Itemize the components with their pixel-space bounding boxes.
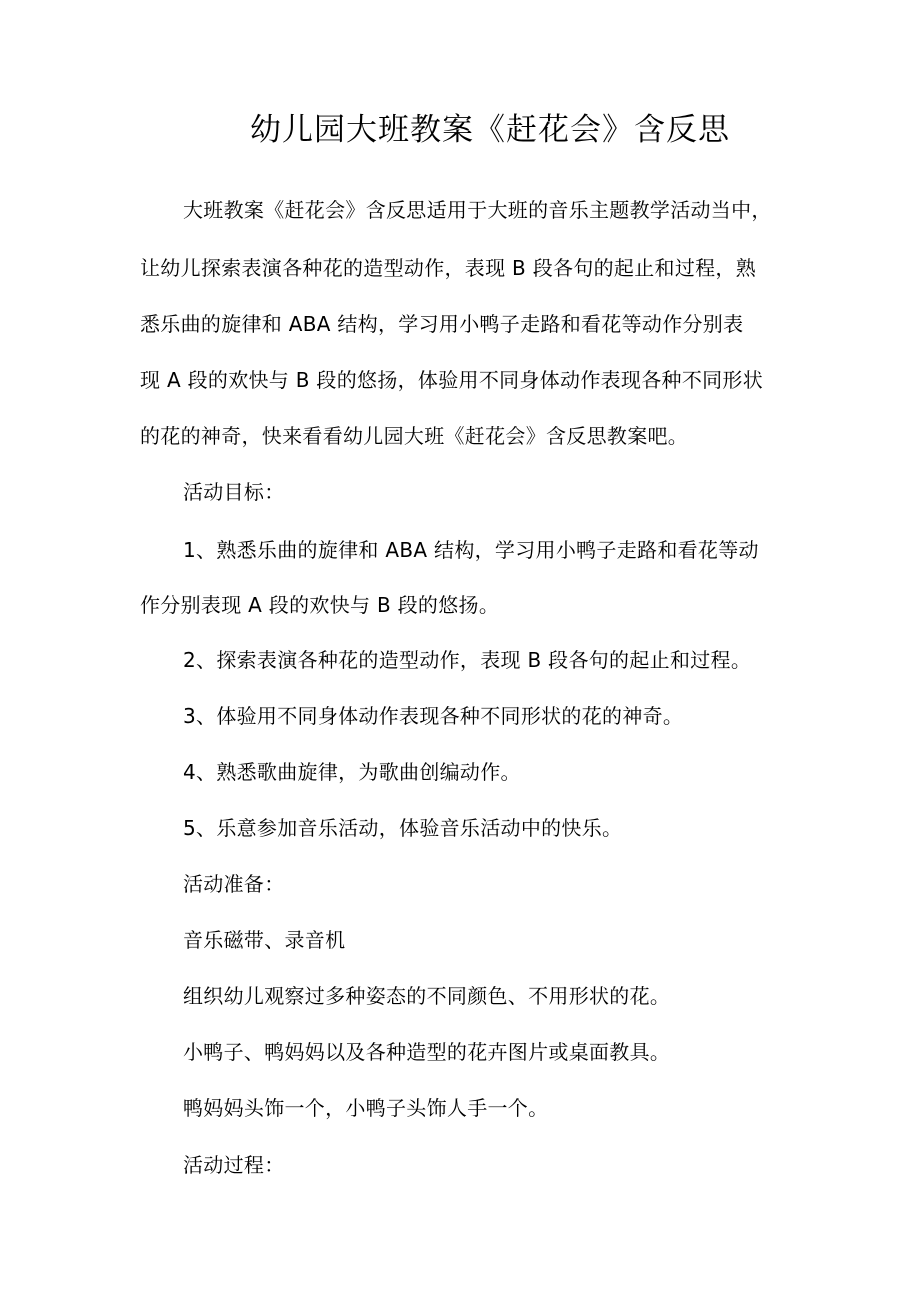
preparation-heading: 活动准备：	[183, 872, 285, 896]
objective-item: 4、熟悉歌曲旋律，为歌曲创编动作。	[183, 760, 521, 784]
objectives-heading: 活动目标：	[183, 480, 285, 504]
preparation-item: 组织幼儿观察过多种姿态的不同颜色、不用形状的花。	[183, 984, 671, 1008]
process-heading: 活动过程：	[183, 1153, 285, 1177]
intro-line: 悉乐曲的旋律和 ABA 结构，学习用小鸭子走路和看花等动作分别表	[140, 312, 744, 336]
intro-line: 的花的神奇，快来看看幼儿园大班《赶花会》含反思教案吧。	[140, 424, 689, 448]
preparation-item: 鸭妈妈头饰一个，小鸭子头饰人手一个。	[183, 1096, 549, 1120]
objective-item: 3、体验用不同身体动作表现各种不同形状的花的神奇。	[183, 704, 684, 728]
page-title: 幼儿园大班教案《赶花会》含反思	[250, 112, 730, 148]
intro-line: 现 A 段的欢快与 B 段的悠扬，体验用不同身体动作表现各种不同形状	[140, 368, 764, 392]
objective-item-continued: 作分别表现 A 段的欢快与 B 段的悠扬。	[140, 593, 500, 617]
intro-line: 大班教案《赶花会》含反思适用于大班的音乐主题教学活动当中，	[183, 198, 772, 222]
objective-item: 2、探索表演各种花的造型动作，表现 B 段各句的起止和过程。	[183, 648, 752, 672]
intro-line: 让幼儿探索表演各种花的造型动作，表现 B 段各句的起止和过程，熟	[140, 256, 757, 280]
objective-item: 5、乐意参加音乐活动，体验音乐活动中的快乐。	[183, 816, 623, 840]
objective-item: 1、熟悉乐曲的旋律和 ABA 结构，学习用小鸭子走路和看花等动	[183, 538, 759, 562]
preparation-item: 音乐磁带、录音机	[183, 928, 346, 952]
preparation-item: 小鸭子、鸭妈妈以及各种造型的花卉图片或桌面教具。	[183, 1040, 671, 1064]
